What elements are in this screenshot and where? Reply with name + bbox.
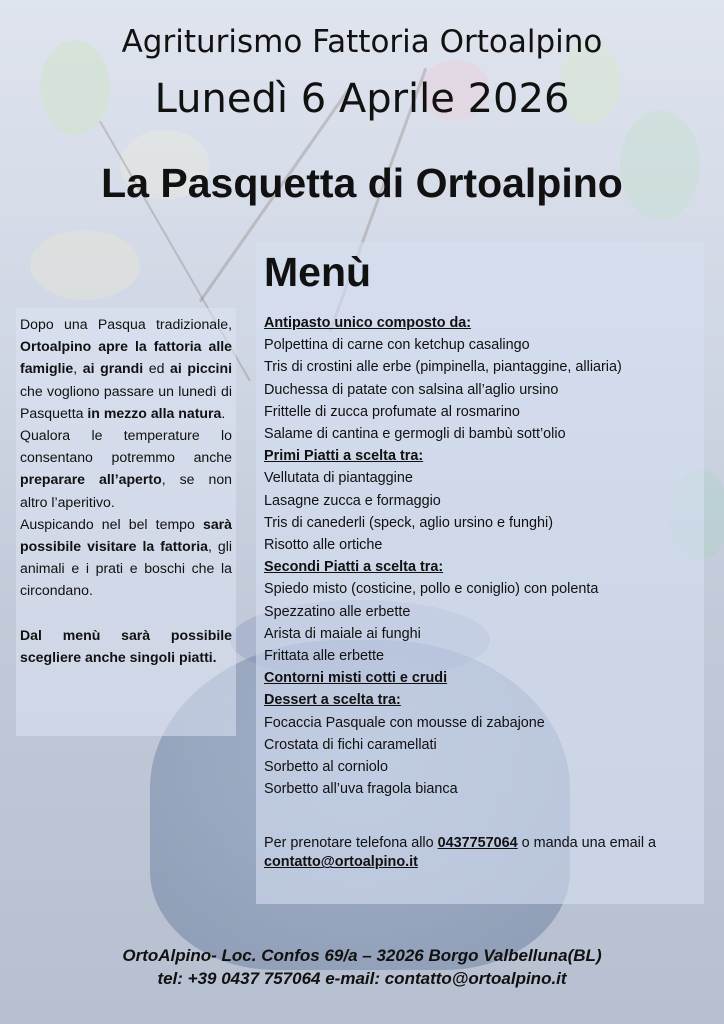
intro-text-run: che vogliono passare un lunedì di Pasquetta xyxy=(20,382,232,421)
intro-note: Dal menù sarà possibile scegliere anche singoli piatti. xyxy=(20,626,232,665)
menu-item: Sorbetto al corniolo xyxy=(264,759,388,776)
menu-item: Focaccia Pasquale con mousse di zabajone xyxy=(264,714,545,731)
intro-paragraph xyxy=(20,513,232,602)
booking-info xyxy=(264,834,704,872)
menu-item: Frittata alle erbette xyxy=(264,648,384,665)
booking-middle: o manda una email a xyxy=(517,835,657,852)
menu-section xyxy=(264,312,704,445)
menu-section-title: Dessert a scelta tra: xyxy=(264,692,401,709)
menu-section-title: Contorni misti cotti e crudi xyxy=(264,670,448,687)
intro-text-run: Auspicando nel bel tempo xyxy=(20,515,203,532)
menu-item: Duchessa di patate con salsina all’aglio ursino xyxy=(264,381,559,398)
menu-item: Spiedo misto (costicine, pollo e coniglio) con polenta xyxy=(264,581,599,598)
intro-text-run: , se non altro l’aperitivo. xyxy=(20,471,232,510)
intro-text-run: Qualora le temperature lo consentano potremmo anche xyxy=(20,427,232,466)
intro-text-run: in mezzo alla natura xyxy=(87,404,222,421)
intro-text-run: Dopo una Pasqua tradizionale, xyxy=(20,316,232,332)
menu-item: Crostata di fichi caramellati xyxy=(264,736,437,753)
footer xyxy=(0,944,724,990)
event-date: Lunedì 6 Aprile 2026 xyxy=(154,76,570,122)
menu-item: Arista di maiale ai funghi xyxy=(264,625,421,642)
intro-text-run: ed xyxy=(143,360,171,377)
intro-paragraph xyxy=(20,313,232,424)
footer-contacts: tel: +39 0437 757064 e-mail: contatto@ortoalpino.it xyxy=(157,969,567,988)
intro-box xyxy=(16,308,236,736)
menu-section xyxy=(264,556,704,667)
menu-section xyxy=(264,445,704,556)
menu-title: Menù xyxy=(264,249,372,295)
intro-text-run: ai piccini xyxy=(170,360,232,377)
menu-section-title: Primi Piatti a scelta tra: xyxy=(264,448,424,465)
venue-name: Agriturismo Fattoria Ortoalpino xyxy=(121,24,603,60)
footer-address: OrtoAlpino- Loc. Confos 69/a – 32026 Borgo Valbelluna(BL) xyxy=(122,946,602,965)
menu-item: Polpettina di carne con ketchup casalingo xyxy=(264,337,530,354)
intro-text-run: . xyxy=(221,404,226,421)
menu-section-title: Antipasto unico composto da: xyxy=(264,315,472,331)
menu-item: Vellutata di piantaggine xyxy=(264,470,413,487)
intro-text-run: sarà possibile visitare la fattoria xyxy=(20,515,232,555)
menu-item: Spezzatino alle erbette xyxy=(264,603,411,620)
menu-section xyxy=(264,667,704,689)
menu-item: Salame di cantina e germogli di bambù sott’olio xyxy=(264,426,566,443)
intro-text-run: preparare all’aperto xyxy=(20,471,162,488)
menu-box xyxy=(256,242,704,904)
intro-text-run: ai grandi xyxy=(82,360,144,377)
menu-section xyxy=(264,689,704,800)
booking-phone[interactable]: 0437757064 xyxy=(437,835,518,852)
event-title: La Pasquetta di Ortoalpino xyxy=(101,160,623,206)
menu-item: Lasagne zucca e formaggio xyxy=(264,492,441,509)
menu-item: Risotto alle ortiche xyxy=(264,537,383,554)
intro-text-run: Ortoalpino apre la fattoria alle famiglie xyxy=(20,338,232,377)
intro-paragraph xyxy=(20,424,232,513)
menu-item: Tris di crostini alle erbe (pimpinella, piantaggine, alliaria) xyxy=(264,359,622,376)
intro-text-run: , xyxy=(73,360,83,377)
booking-email[interactable]: contatto@ortoalpino.it xyxy=(264,854,418,871)
menu-sections xyxy=(264,312,704,800)
booking-prefix: Per prenotare telefona allo xyxy=(264,835,438,852)
menu-item: Sorbetto all’uva fragola bianca xyxy=(264,781,458,798)
menu-item: Tris di canederli (speck, aglio ursino e funghi) xyxy=(264,514,554,531)
menu-item: Frittelle di zucca profumate al rosmarino xyxy=(264,403,520,420)
intro-text-run: , gli animali e i prati e boschi che la circondano. xyxy=(20,538,233,599)
menu-section-title: Secondi Piatti a scelta tra: xyxy=(264,559,444,576)
